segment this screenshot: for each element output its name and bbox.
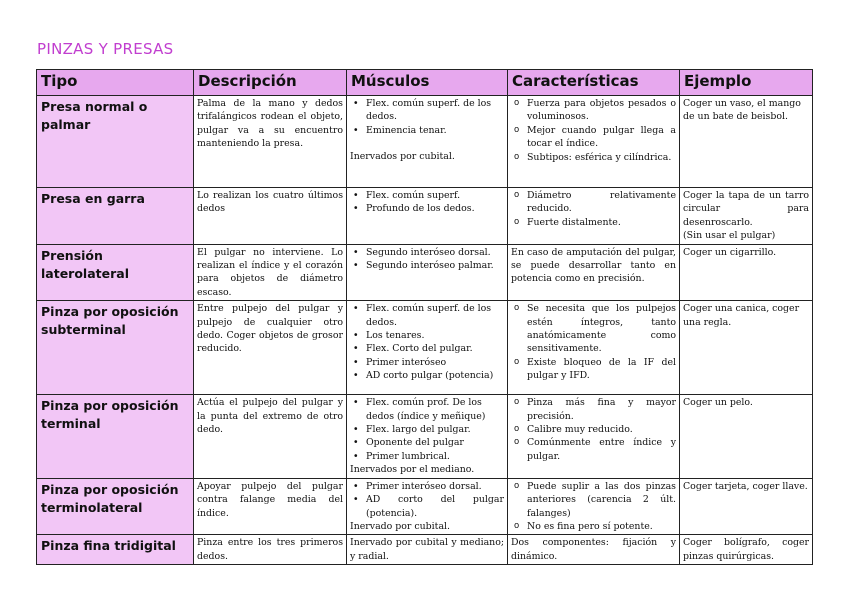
list-item: o Existe bloqueo de la IF del pulgar y IFD. <box>511 356 676 383</box>
list-item: • Flex. común superf. <box>350 189 504 202</box>
musculos-cell <box>347 478 508 535</box>
table-row <box>37 395 813 478</box>
list-item: • Oponente del pulgar <box>350 436 504 449</box>
musculos-cell <box>347 244 508 301</box>
ejemplo-cell: Coger bolígrafo, coger pinzas quirúrgicas. <box>680 535 813 565</box>
descripcion-cell: Palma de la mano y dedos trifalángicos rodean el objeto, pulgar va a su encuentro manteniendo la presa. <box>194 96 347 188</box>
descripcion-cell: Lo realizan los cuatro últimos dedos <box>194 188 347 245</box>
list-item: • Segundo interóseo palmar. <box>350 259 504 272</box>
list-item: o Comúnmente entre índice y pulgar. <box>511 436 676 463</box>
tipo-cell: Prensión laterolateral <box>37 244 194 301</box>
musculos-cell <box>347 188 508 245</box>
list-item: • Flex. común superf. de los dedos. <box>350 302 504 329</box>
musculos-cell <box>347 301 508 395</box>
list-item: • Los tenares. <box>350 329 504 342</box>
ejemplo-cell <box>680 188 813 245</box>
ejemplo-text: Coger la tapa de un tarro circular para desenroscarlo. <box>683 190 809 228</box>
list-item: o Fuerza para objetos pesados o voluminosos. <box>511 97 676 124</box>
list-item: o Pinza más fina y mayor precisión. <box>511 396 676 423</box>
ejemplo-note: (Sin usar el pulgar) <box>683 230 776 242</box>
list-item: • Flex. común superf. de los dedos. <box>350 97 504 124</box>
tipo-cell: Presa en garra <box>37 188 194 245</box>
ejemplo-cell: Coger una canica, coger una regla. <box>680 301 813 395</box>
header-descripcion: Descripción <box>194 70 347 96</box>
list-item: • Primer lumbrical. <box>350 450 504 463</box>
descripcion-cell: Apoyar pulpejo del pulgar contra falange media del índice. <box>194 478 347 535</box>
table-row <box>37 188 813 245</box>
tipo-cell: Pinza por oposición terminolateral <box>37 478 194 535</box>
header-ejemplo: Ejemplo <box>680 70 813 96</box>
tipo-cell: Pinza por oposición terminal <box>37 395 194 478</box>
caracteristicas-cell <box>508 478 680 535</box>
list-item: o Puede suplir a las dos pinzas anteriores (carencia 2 últ. falanges) <box>511 480 676 520</box>
musculos-cell <box>347 96 508 188</box>
list-item: • AD corto pulgar (potencia) <box>350 369 504 382</box>
ejemplo-cell: Coger un pelo. <box>680 395 813 478</box>
descripcion-cell: Pinza entre los tres primeros dedos. <box>194 535 347 565</box>
caracteristicas-cell: En caso de amputación del pulgar, se puede desarrollar tanto en potencia como en precisión. <box>508 244 680 301</box>
ejemplo-cell: Coger un vaso, el mango de un bate de beisbol. <box>680 96 813 188</box>
list-item: o Mejor cuando pulgar llega a tocar el índice. <box>511 124 676 151</box>
caracteristicas-cell <box>508 96 680 188</box>
caracteristicas-cell <box>508 188 680 245</box>
tipo-cell: Presa normal o palmar <box>37 96 194 188</box>
list-item: o Subtipos: esférica y cilíndrica. <box>511 151 676 164</box>
header-caracteristicas: Características <box>508 70 680 96</box>
descripcion-cell: El pulgar no interviene. Lo realizan el índice y el corazón para objetos de diámetro escaso. <box>194 244 347 301</box>
table-row <box>37 96 813 188</box>
musculos-cell <box>347 395 508 478</box>
table-row <box>37 535 813 565</box>
list-item: • Eminencia tenar. <box>350 124 504 137</box>
list-item: • Segundo interóseo dorsal. <box>350 246 504 259</box>
list-item: o Fuerte distalmente. <box>511 216 676 229</box>
ejemplo-cell: Coger tarjeta, coger llave. <box>680 478 813 535</box>
list-item: • Profundo de los dedos. <box>350 202 504 215</box>
tipo-cell: Pinza por oposición subterminal <box>37 301 194 395</box>
tipo-cell: Pinza fina tridigital <box>37 535 194 565</box>
list-item: • Flex. largo del pulgar. <box>350 423 504 436</box>
list-item: • Flex. Corto del pulgar. <box>350 342 504 355</box>
list-item: • Primer interóseo dorsal. <box>350 480 504 493</box>
list-item: o Calibre muy reducido. <box>511 423 676 436</box>
header-row <box>37 70 813 96</box>
list-item: • AD corto del pulgar (potencia). <box>350 493 504 520</box>
list-item: o Diámetro relativamente reducido. <box>511 189 676 216</box>
grips-table <box>36 69 813 565</box>
table-row <box>37 244 813 301</box>
musculos-cell: Inervado por cubital y mediano; y radial. <box>347 535 508 565</box>
descripcion-cell: Actúa el pulpejo del pulgar y la punta del extremo de otro dedo. <box>194 395 347 478</box>
ejemplo-cell: Coger un cigarrillo. <box>680 244 813 301</box>
caracteristicas-cell: Dos componentes: fijación y dinámico. <box>508 535 680 565</box>
table-row <box>37 301 813 395</box>
caracteristicas-cell <box>508 301 680 395</box>
caracteristicas-cell <box>508 395 680 478</box>
table-row <box>37 478 813 535</box>
page-title: PINZAS Y PRESAS <box>37 40 174 58</box>
list-item: • Flex. común prof. De los dedos (índice y meñique) <box>350 396 504 423</box>
musculos-note: Inervado por cubital. <box>350 520 451 532</box>
header-tipo: Tipo <box>37 70 194 96</box>
descripcion-cell: Entre pulpejo del pulgar y pulpejo de cualquier otro dedo. Coger objetos de grosor reducido. <box>194 301 347 395</box>
list-item: o No es fina pero sí potente. <box>511 520 676 533</box>
list-item: • Primer interóseo <box>350 356 504 369</box>
list-item: o Se necesita que los pulpejos estén íntegros, tanto anatómicamente como sensitivamente. <box>511 302 676 356</box>
musculos-note: Inervados por el mediano. <box>350 464 475 476</box>
header-musculos: Músculos <box>347 70 508 96</box>
musculos-note: Inervados por cubital. <box>350 151 455 163</box>
